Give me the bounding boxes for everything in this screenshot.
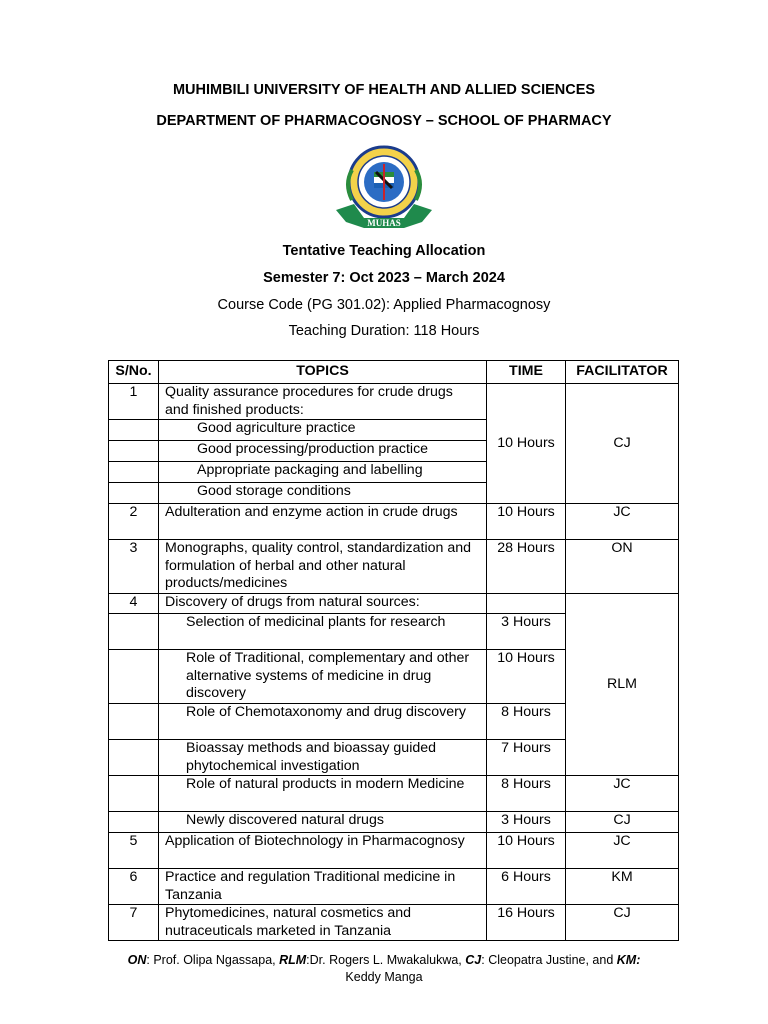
time-cell: 10 Hours [487,504,566,540]
sno-cell: 4 [109,594,159,614]
sno-cell: 5 [109,833,159,869]
university-name: MUHIMBILI UNIVERSITY OF HEALTH AND ALLIED SCIENCES [172,82,596,98]
topic-cell: Monographs, quality control, standardization and formulation of herbal and other natural products/medicines [159,540,487,594]
subtopic-cell: Appropriate packaging and labelling [159,462,487,483]
sno-cell [109,441,159,462]
sno-cell: 7 [109,905,159,941]
legend-rlm-name: :Dr. Rogers L. Mwakalukwa, [306,953,466,967]
sno-cell [109,420,159,441]
facilitator-cell: CJ [566,812,679,833]
logo-text: MUHAS [367,218,401,228]
course-code-line: Course Code (PG 301.02): Applied Pharmacognosy [217,297,551,313]
subtopic-cell: Good agriculture practice [159,420,487,441]
topic-cell: Adulteration and enzyme action in crude drugs [159,504,487,540]
time-cell: 10 Hours [487,384,566,504]
topic-cell: Application of Biotechnology in Pharmacognosy [159,833,487,869]
legend-rlm-abbr: RLM [279,953,307,967]
time-cell: 3 Hours [487,812,566,833]
legend-on-name: : Prof. Olipa Ngassapa, [146,953,280,967]
facilitator-cell: JC [566,833,679,869]
topic-cell: Phytomedicines, natural cosmetics and nutraceuticals marketed in Tanzania [159,905,487,941]
sno-cell [109,704,159,740]
legend-cj-abbr: CJ [465,953,482,967]
legend-km-name: Keddy Manga [345,970,423,984]
sno-cell [109,483,159,504]
time-cell: 6 Hours [487,869,566,905]
topic-cell: Quality assurance procedures for crude drugs and finished products: [159,384,487,420]
document-title: Tentative Teaching Allocation [282,243,486,259]
facilitator-cell: ON [566,540,679,594]
facilitator-cell: JC [566,776,679,812]
table-row [109,833,679,869]
legend-on-abbr: ON [127,953,147,967]
sno-cell: 1 [109,384,159,420]
header-time: TIME [487,361,566,384]
facilitator-cell: RLM [566,594,679,776]
subtopic-cell: Bioassay methods and bioassay guided phytochemical investigation [159,740,487,776]
time-cell: 10 Hours [487,833,566,869]
subtopic-cell: Role of natural products in modern Medicine [159,776,487,812]
facilitator-cell: CJ [566,384,679,504]
sno-cell: 6 [109,869,159,905]
time-cell: 8 Hours [487,704,566,740]
department-name: DEPARTMENT OF PHARMACOGNOSY – SCHOOL OF PHARMACY [156,113,612,129]
table-row [109,776,679,812]
subtopic-cell: Selection of medicinal plants for research [159,614,487,650]
sno-cell [109,740,159,776]
table-row [109,869,679,905]
time-cell: 3 Hours [487,614,566,650]
sno-cell [109,614,159,650]
legend-cj-name: : Cleopatra Justine, and [481,953,617,967]
table-row [109,384,679,420]
sno-cell: 3 [109,540,159,594]
time-cell: 10 Hours [487,650,566,704]
sno-cell [109,462,159,483]
duration-line: Teaching Duration: 118 Hours [288,323,480,339]
topic-cell: Practice and regulation Traditional medicine in Tanzania [159,869,487,905]
table-row [109,540,679,594]
subtopic-cell: Newly discovered natural drugs [159,812,487,833]
subtopic-cell: Role of Traditional, complementary and other alternative systems of medicine in drug discovery [159,650,487,704]
semester-line: Semester 7: Oct 2023 – March 2024 [263,270,505,286]
sno-cell: 2 [109,504,159,540]
subtopic-cell: Good storage conditions [159,483,487,504]
muhas-logo [334,142,434,232]
subtopic-cell: Good processing/production practice [159,441,487,462]
facilitator-cell: KM [566,869,679,905]
teaching-allocation-table [108,360,679,941]
time-cell: 8 Hours [487,776,566,812]
table-row [109,812,679,833]
table-row [109,504,679,540]
table-row [109,594,679,614]
header-sno: S/No. [109,361,159,384]
facilitator-cell: JC [566,504,679,540]
time-cell: 16 Hours [487,905,566,941]
topic-cell: Discovery of drugs from natural sources: [159,594,487,614]
sno-cell [109,776,159,812]
sno-cell [109,812,159,833]
facilitator-cell: CJ [566,905,679,941]
header-facilitator: FACILITATOR [566,361,679,384]
table-row [109,905,679,941]
legend-km-abbr: KM: [616,953,641,967]
table-header-row [109,361,679,384]
subtopic-cell: Role of Chemotaxonomy and drug discovery [159,704,487,740]
time-cell: 28 Hours [487,540,566,594]
facilitator-legend [0,952,768,986]
time-cell: 7 Hours [487,740,566,776]
sno-cell [109,650,159,704]
header-topics: TOPICS [159,361,487,384]
time-cell [487,594,566,614]
